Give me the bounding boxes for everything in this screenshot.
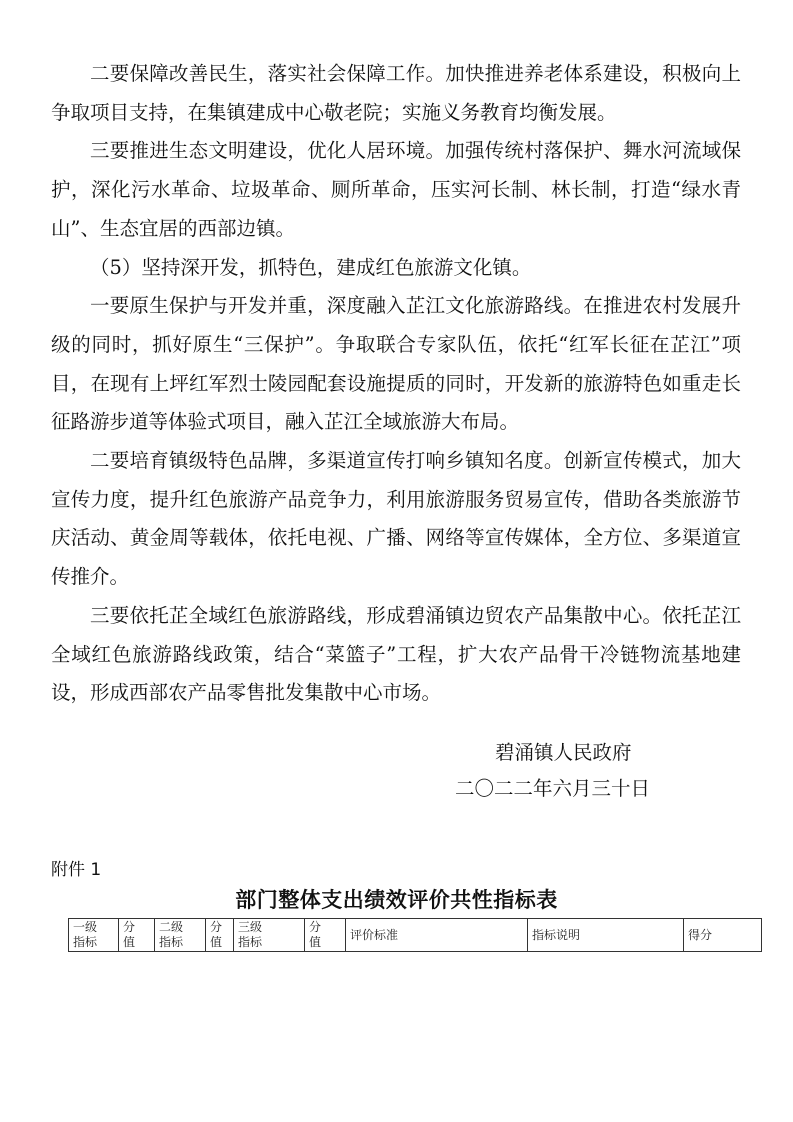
header-cell-level3: 三级 指标	[234, 919, 305, 952]
table-header-row	[69, 919, 762, 952]
signature-date: 二〇二二年六月三十日	[455, 777, 651, 800]
header-cell-description: 指标说明	[528, 919, 684, 952]
header-cell-score3: 分 值	[305, 919, 346, 952]
paragraph: （5）坚持深开发，抓特色，建成红色旅游文化镇。	[90, 255, 532, 279]
header-cell-level1: 一级 指标	[69, 919, 119, 952]
header-cell-criteria: 评价标准	[346, 919, 528, 952]
indicator-table	[68, 918, 762, 952]
paragraph: 二要保障改善民生，落实社会保障工作。加快推进养老体系建设，积极向上争取项目支持，在集镇建成中心敬老院；实施义务教育均衡发展。	[51, 62, 741, 124]
paragraph: 三要依托芷全域红色旅游路线，形成碧涌镇边贸农产品集散中心。依托芷江全域红色旅游路线政策，结合“菜篮子”工程，扩大农产品骨干冷链物流基地建设，形成西部农产品零售批发集散中心市场。	[51, 603, 741, 705]
header-cell-score: 得分	[684, 919, 762, 952]
paragraph: 三要推进生态文明建设，优化人居环境。加强传统村落保护、舞水河流域保护，深化污水革命、垃圾革命、厕所革命，压实河长制、林长制，打造“绿水青山”、生态宜居的西部边镇。	[51, 139, 741, 240]
header-cell-score2: 分 值	[206, 919, 234, 952]
body-text	[51, 55, 741, 713]
table-title: 部门整体支出绩效评价共性指标表	[235, 888, 558, 912]
header-cell-score1: 分 值	[119, 919, 155, 952]
annex-label: 附件 1	[51, 860, 102, 880]
header-cell-level2: 二级 指标	[155, 919, 206, 952]
paragraph: 一要原生保护与开发并重，深度融入芷江文化旅游路线。在推进农村发展升级的同时，抓好原生“三保护”。争取联合专家队伍，依托“红军长征在芷江”项目，在现有上坪红军烈士陵园配套设施提质的同时，开发新的旅游特色如重走长征路游步道等体验式项目，融入芷江全域旅游大布局。	[51, 294, 741, 434]
signature-org: 碧涌镇人民政府	[495, 741, 632, 764]
paragraph: 二要培育镇级特色品牌，多渠道宣传打响乡镇知名度。创新宣传模式，加大宣传力度，提升红色旅游产品竞争力，利用旅游服务贸易宣传，借助各类旅游节庆活动、黄金周等载体，依托电视、广播、网络等宣传媒体，全方位、多渠道宣传推介。	[51, 449, 741, 589]
